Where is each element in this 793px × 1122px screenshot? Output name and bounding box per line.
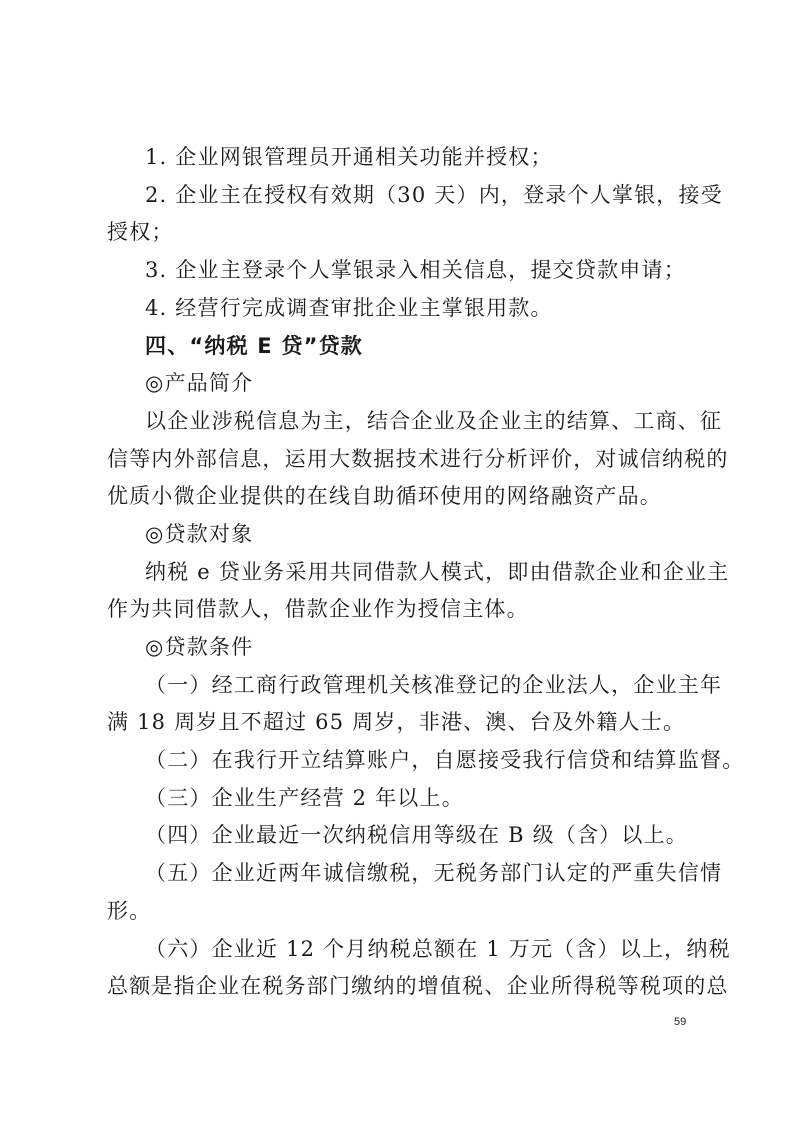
page-number: 59 <box>674 1016 687 1028</box>
loan-conditions-heading: ◎贷款条件 <box>145 635 254 659</box>
condition-3: （三）企业生产经营 2 年以上。 <box>145 786 464 810</box>
condition-1: （一）经工商行政管理机关核准登记的企业法人，企业主年 <box>145 673 723 697</box>
step-4-paragraph: 4. 经营行完成调查审批企业主掌银用款。 <box>145 296 553 320</box>
condition-6-continued: 总额是指企业在税务部门缴纳的增值税、企业所得税等税项的总 <box>107 974 729 998</box>
step-3-paragraph: 3. 企业主登录个人掌银录入相关信息，提交贷款申请； <box>145 258 686 282</box>
step-2-paragraph: 2. 企业主在授权有效期（30 天）内，登录个人掌银，接受 <box>145 183 723 207</box>
condition-6: （六）企业近 12 个月纳税总额在 1 万元（含）以上，纳税 <box>145 937 731 961</box>
loan-target-text-line-2: 作为共同借款人，借款企业作为授信主体。 <box>107 597 529 621</box>
step-2-paragraph-continued: 授权； <box>107 220 174 244</box>
condition-1-continued: 满 18 周岁且不超过 65 周岁，非港、澳、台及外籍人士。 <box>107 710 686 734</box>
loan-target-text: 纳税 e 贷业务采用共同借款人模式，即由借款企业和企业主 <box>145 560 730 584</box>
product-intro-text: 以企业涉税信息为主，结合企业及企业主的结算、工商、征 <box>145 409 723 433</box>
condition-4: （四）企业最近一次纳税信用等级在 B 级（含）以上。 <box>145 823 688 847</box>
step-1-paragraph: 1. 企业网银管理员开通相关功能并授权； <box>145 145 553 169</box>
product-intro-text-line-3: 优质小微企业提供的在线自助循环使用的网络融资产品。 <box>107 484 662 508</box>
loan-target-heading: ◎贷款对象 <box>145 522 254 546</box>
section-heading: 四、“纳税 E 贷”贷款 <box>145 334 363 358</box>
condition-5-continued: 形。 <box>107 899 152 923</box>
product-intro-heading: ◎产品简介 <box>145 371 254 395</box>
condition-5: （五）企业近两年诚信缴税，无税务部门认定的严重失信情 <box>145 861 723 885</box>
condition-2: （二）在我行开立结算账户，自愿接受我行信贷和结算监督。 <box>145 748 745 772</box>
product-intro-text-line-2: 信等内外部信息，运用大数据技术进行分析评价，对诚信纳税的 <box>107 447 729 471</box>
